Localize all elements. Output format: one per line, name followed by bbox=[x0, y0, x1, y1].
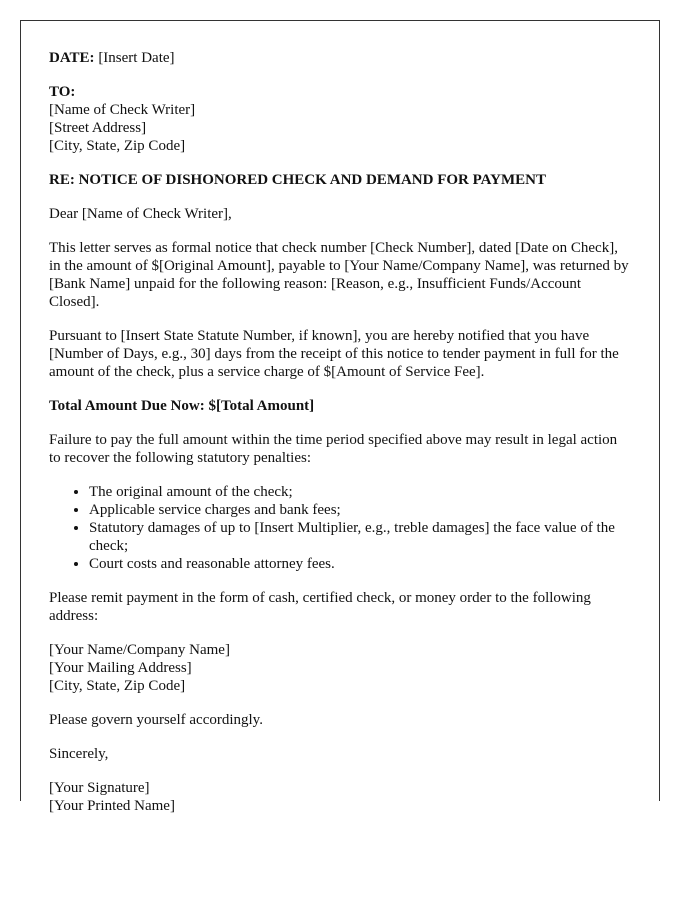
letter-page bbox=[20, 20, 660, 814]
recipient-name: [Name of Check Writer] bbox=[49, 102, 196, 118]
subject-line bbox=[49, 171, 631, 189]
statute-paragraph: Pursuant to [Insert State Statute Number, if known], you are hereby notified that you have [Number of Days, e.g., 30] days from the receipt of this notice to tender payment in full for the amount of the check, plus a service charge of $[Amount of Service Fee]. bbox=[49, 328, 619, 380]
recipient-city: [City, State, Zip Code] bbox=[49, 138, 186, 154]
remit-name: [Your Name/Company Name] bbox=[49, 642, 230, 658]
remit-city: [City, State, Zip Code] bbox=[49, 678, 186, 694]
valediction: Sincerely, bbox=[49, 746, 109, 762]
recipient-label: TO: bbox=[49, 84, 76, 100]
penalty-item: • Applicable service charges and bank fees; bbox=[89, 501, 631, 519]
penalty-item: • The original amount of the check; bbox=[89, 483, 631, 501]
penalty-item: • Court costs and reasonable attorney fees. bbox=[89, 555, 631, 573]
recipient-block bbox=[49, 83, 631, 155]
remit-intro: Please remit payment in the form of cash, certified check, or money order to the following address: bbox=[49, 590, 591, 624]
date-line bbox=[49, 49, 631, 67]
subject-text: RE: NOTICE OF DISHONORED CHECK AND DEMAND FOR PAYMENT bbox=[49, 172, 546, 188]
salutation: Dear [Name of Check Writer], bbox=[49, 206, 232, 222]
signature-block bbox=[49, 779, 631, 815]
total-due-line bbox=[49, 397, 631, 415]
printed-name-line: [Your Printed Name] bbox=[49, 798, 175, 814]
date-label: DATE: bbox=[49, 50, 95, 66]
total-due-text: Total Amount Due Now: $[Total Amount] bbox=[49, 398, 315, 414]
penalties-intro: Failure to pay the full amount within the time period specified above may result in legal action to recover the following statutory penalties: bbox=[49, 432, 618, 466]
remit-mailing-address: [Your Mailing Address] bbox=[49, 660, 192, 676]
penalties-list bbox=[49, 483, 631, 573]
letter-body bbox=[21, 21, 659, 815]
closing-note: Please govern yourself accordingly. bbox=[49, 712, 263, 728]
notice-paragraph: This letter serves as formal notice that check number [Check Number], dated [Date on Check], in the amount of $[Original Amount], payable to [Your Name/Company Name], was returned by [Bank Name] unpaid for the following reason: [Reason, e.g., Insufficient Funds/Account Closed]. bbox=[49, 240, 629, 310]
recipient-street: [Street Address] bbox=[49, 120, 147, 136]
remit-address-block bbox=[49, 641, 631, 695]
penalty-item: • Statutory damages of up to [Insert Multiplier, e.g., treble damages] the face value of the check; bbox=[89, 519, 631, 555]
date-value: [Insert Date] bbox=[98, 50, 175, 66]
signature-line: [Your Signature] bbox=[49, 780, 150, 796]
